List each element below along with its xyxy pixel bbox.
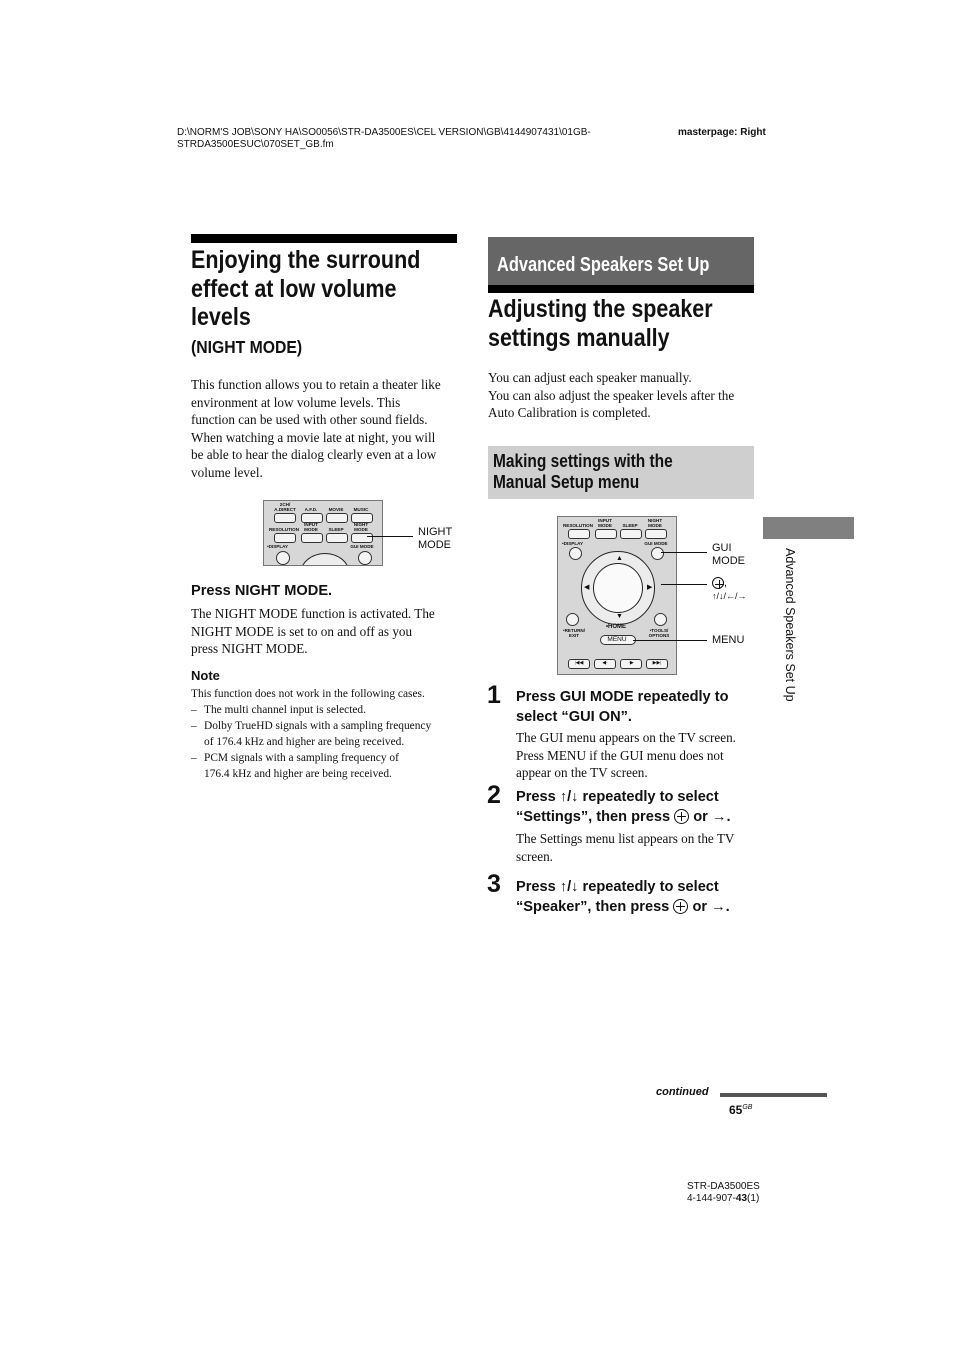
text-line: environment at low volume levels. This xyxy=(191,394,401,410)
step-1-title xyxy=(516,688,761,727)
note-item-text: The multi channel input is selected. xyxy=(204,704,366,716)
heading-line: Making settings with the xyxy=(493,451,673,471)
remote-label-night-1: NIGHT xyxy=(353,522,369,527)
document-code xyxy=(687,1193,760,1205)
step-number-3: 3 xyxy=(487,870,501,898)
note-item xyxy=(191,750,466,766)
note-heading: Note xyxy=(191,668,220,683)
callout-leader-line xyxy=(661,552,707,553)
remote-label-music: MUSIC xyxy=(353,507,369,512)
text-line: press NIGHT MODE. xyxy=(191,641,308,657)
callout-arrow-keys: ↑/↓/←/→ xyxy=(712,591,747,601)
remote-label-night-1: NIGHT xyxy=(647,518,663,523)
remote-label-display: •DISPLAY xyxy=(267,544,289,549)
text-line: The Settings menu list appears on the TV xyxy=(516,831,735,846)
step-title-text: “Settings”, then press xyxy=(516,808,671,825)
remote-button xyxy=(326,533,348,543)
note-intro: This function does not work in the following cases. xyxy=(191,688,425,700)
note-item xyxy=(191,718,466,734)
remote-label-tools-1: •TOOLS/ xyxy=(649,628,669,633)
remote-label-input-2: MODE xyxy=(598,523,612,528)
up-arrow-icon: ▲ xyxy=(616,554,623,562)
title-line: levels xyxy=(191,303,251,331)
text-line: When watching a movie late at night, you will xyxy=(191,429,436,445)
note-item-text: 176.4 kHz and higher are being received. xyxy=(204,768,392,780)
gui-mode-button-icon xyxy=(358,551,372,565)
remote-label-night-2: MODE xyxy=(354,527,368,532)
step-title-line: Press ↑/↓ repeatedly to select xyxy=(516,789,719,805)
remote-label-return xyxy=(560,628,588,638)
step-title-text: or →. xyxy=(693,808,731,825)
section-banner-text: Advanced Speakers Set Up xyxy=(497,254,710,276)
subsection-heading xyxy=(493,451,768,493)
code-part: (1) xyxy=(747,1193,760,1204)
remote-label-input xyxy=(301,522,321,532)
banner-underline xyxy=(488,285,754,293)
text-line: appear on the TV screen. xyxy=(516,765,648,781)
remote-label-input-1: INPUT xyxy=(304,522,318,527)
section-top-bar xyxy=(191,234,457,243)
note-dash: – xyxy=(191,720,197,732)
callout-line: NIGHT xyxy=(418,526,453,538)
remote-button xyxy=(595,529,617,539)
text-line: screen. xyxy=(516,848,553,864)
file-path-line-2: STRDA3500ESUC\070SET_GB.fm xyxy=(177,139,334,150)
remote-label-night xyxy=(644,518,666,528)
step-title-text: or →. xyxy=(692,898,730,915)
remote-label-night xyxy=(350,522,372,532)
title-line: effect at low volume xyxy=(191,274,397,303)
step-title-line xyxy=(516,898,761,918)
remote-label-sleep: SLEEP xyxy=(622,523,638,528)
return-button-icon xyxy=(566,613,579,626)
skip-forward-button-icon: ▶▶| xyxy=(646,659,668,669)
note-item xyxy=(191,734,466,750)
file-path-header xyxy=(177,127,647,151)
gui-mode-callout xyxy=(712,542,745,568)
step-number-2: 2 xyxy=(487,781,501,809)
press-night-mode-heading: Press NIGHT MODE. xyxy=(191,583,333,599)
code-part-bold: 43 xyxy=(735,1193,748,1204)
note-dash: – xyxy=(191,704,197,716)
remote-button xyxy=(620,529,642,539)
remote-label-night-2: MODE xyxy=(648,523,662,528)
forward-button-icon: ·▶ xyxy=(620,659,642,669)
text-line: function can be used with other sound fields. xyxy=(191,412,428,428)
remote-label-home: •HOME xyxy=(605,624,627,630)
rewind-button-icon: ◀· xyxy=(594,659,616,669)
subsection-heading-box xyxy=(488,446,754,499)
remote-label-input-2: MODE xyxy=(304,527,318,532)
text-line: Auto Calibration is completed. xyxy=(488,405,651,421)
remote-label-input xyxy=(595,518,615,528)
remote-illustration-gui xyxy=(557,516,677,675)
text-line: NIGHT MODE is set to on and off as you xyxy=(191,623,413,639)
menu-callout: MENU xyxy=(712,634,745,646)
remote-label-input-1: INPUT xyxy=(598,518,612,523)
step-title-line: Press ↑/↓ repeatedly to select xyxy=(516,879,719,895)
remote-label-resolution: RESOLUTION xyxy=(562,523,594,528)
text-line: The GUI menu appears on the TV screen. xyxy=(516,730,736,745)
remote-label-tools-2: OPTIONS xyxy=(648,633,670,638)
night-mode-intro xyxy=(191,376,461,482)
step-title-line xyxy=(516,808,761,828)
note-item-text: PCM signals with a sampling frequency of xyxy=(204,752,399,764)
text-line: be able to hear the dialog clearly even at a low xyxy=(191,447,437,463)
text-line: This function allows you to retain a theater like xyxy=(191,377,441,392)
left-section-title xyxy=(191,246,466,332)
model-name: STR-DA3500ES xyxy=(687,1181,760,1192)
remote-label-resolution: RESOLUTION xyxy=(268,527,300,532)
note-item xyxy=(191,766,466,782)
note-item-text: Dolby TrueHD signals with a sampling frequency xyxy=(204,720,432,732)
remote-label-2ch: 2CH/ xyxy=(279,502,291,507)
remote-button xyxy=(645,529,667,539)
gui-mode-button-icon xyxy=(651,547,664,560)
callout-leader-line xyxy=(661,584,707,585)
down-arrow-icon: ▼ xyxy=(616,612,623,620)
code-part: 4-144-907- xyxy=(687,1193,736,1204)
callout-line: MODE xyxy=(712,555,745,567)
remote-label-return-2: EXIT xyxy=(568,633,580,638)
note-text xyxy=(191,686,466,782)
continued-bar xyxy=(720,1093,827,1097)
remote-button xyxy=(568,529,590,539)
title-line: settings manually xyxy=(488,323,670,352)
step-3-title xyxy=(516,878,761,917)
enter-circle-icon xyxy=(674,809,689,824)
remote-label-return-1: •RETURN/ xyxy=(562,628,586,633)
callout-leader-line xyxy=(367,536,413,537)
page-number-value: 65 xyxy=(729,1103,743,1117)
masterpage-label: masterpage: Right xyxy=(678,127,766,138)
continued-label: continued xyxy=(656,1086,709,1098)
sidebar-tab-marker xyxy=(763,517,854,539)
enter-circle-icon xyxy=(712,577,724,589)
remote-label-menu: MENU xyxy=(607,636,627,643)
right-arrow-icon: ▶ xyxy=(647,583,653,591)
display-button-icon xyxy=(276,551,290,565)
remote-label-afd: A.F.D. xyxy=(304,507,318,512)
callout-leader-line xyxy=(633,640,707,641)
night-mode-callout xyxy=(418,526,452,552)
remote-illustration-night-mode xyxy=(263,500,383,566)
remote-label-tools xyxy=(644,628,674,638)
speaker-intro xyxy=(488,369,763,422)
file-path-line-1: D:\NORM'S JOB\SONY HA\SO0056\STR-DA3500ES\CEL VERSION\GB\4144907431\01GB- xyxy=(177,127,591,138)
press-night-mode-text xyxy=(191,605,466,658)
arrows-callout xyxy=(712,577,747,603)
title-line: Adjusting the speaker xyxy=(488,295,713,323)
display-button-icon xyxy=(569,547,582,560)
left-arrow-icon: ◀ xyxy=(584,583,590,591)
remote-label-adirect: A.DIRECT xyxy=(274,507,296,512)
left-section-subtitle: (NIGHT MODE) xyxy=(191,337,303,357)
text-line: Press MENU if the GUI menu does not xyxy=(516,747,724,763)
step-title-line: Press GUI MODE repeatedly to xyxy=(516,689,729,705)
text-line: The NIGHT MODE function is activated. The xyxy=(191,606,435,621)
note-dash: – xyxy=(191,752,197,764)
step-2-title xyxy=(516,788,761,827)
step-title-text: “Speaker”, then press xyxy=(516,898,670,915)
remote-button xyxy=(274,533,296,543)
step-1-body xyxy=(516,729,761,782)
section-banner xyxy=(488,237,754,285)
remote-button-night-mode xyxy=(351,533,373,543)
remote-label-display: •DISPLAY xyxy=(562,541,584,546)
page-number-suffix: GB xyxy=(742,1104,753,1111)
remote-label-gui-mode: GUI MODE xyxy=(644,541,668,546)
callout-line: GUI xyxy=(712,542,732,554)
enter-circle-icon xyxy=(673,899,688,914)
note-item xyxy=(191,702,466,718)
enter-button-icon xyxy=(593,563,643,613)
model-code-footer xyxy=(687,1181,760,1205)
skip-back-button-icon: |◀◀ xyxy=(568,659,590,669)
callout-line: MODE xyxy=(418,539,451,551)
title-line: Enjoying the surround xyxy=(191,246,421,274)
step-title-line: select “GUI ON”. xyxy=(516,708,632,725)
step-2-body xyxy=(516,830,761,865)
text-line: volume level. xyxy=(191,464,263,480)
tools-button-icon xyxy=(654,613,667,626)
text-line: You can adjust each speaker manually. xyxy=(488,370,692,385)
page-number xyxy=(729,1103,752,1117)
remote-label-sleep: SLEEP xyxy=(328,527,344,532)
remote-button xyxy=(301,533,323,543)
remote-label-gui-mode: GUI MODE xyxy=(350,544,374,549)
step-number-1: 1 xyxy=(487,681,501,709)
remote-label-movie: MOVIE xyxy=(328,507,344,512)
navigation-dial-icon xyxy=(300,553,350,566)
sidebar-section-label: Advanced Speakers Set Up xyxy=(783,548,797,702)
right-section-title xyxy=(488,295,763,352)
heading-line: Manual Setup menu xyxy=(493,472,640,492)
remote-button xyxy=(274,513,296,523)
callout-comma: , xyxy=(724,577,728,589)
text-line: You can also adjust the speaker levels after the xyxy=(488,387,735,403)
remote-button xyxy=(326,513,348,523)
note-item-text: of 176.4 kHz and higher are being received. xyxy=(204,736,405,748)
